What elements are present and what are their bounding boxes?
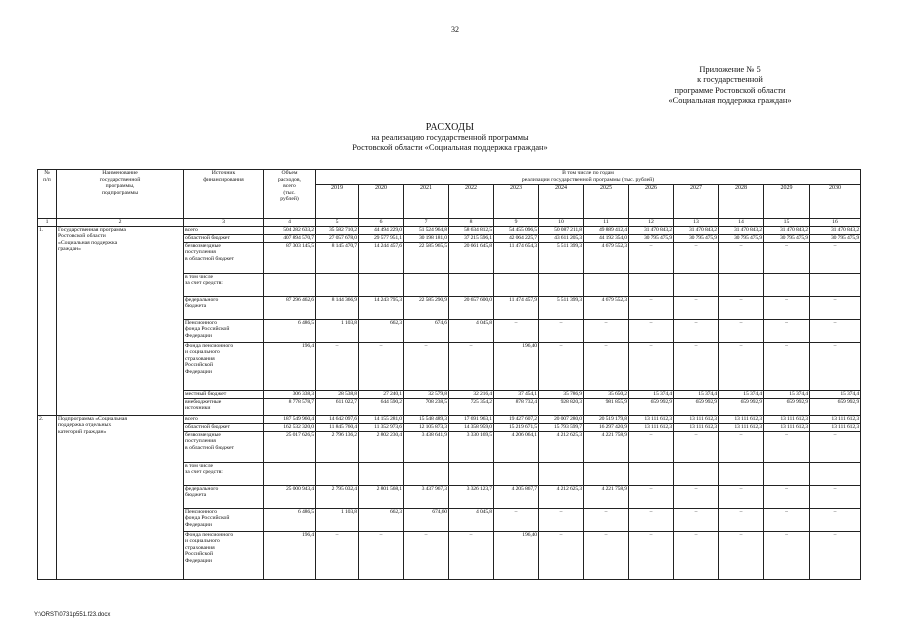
year-value-cell: 15 219 671,5 <box>494 423 539 431</box>
year-value-cell: – <box>810 296 861 319</box>
year-value-cell <box>764 462 810 485</box>
total-value-cell: 196,4 <box>264 342 316 390</box>
year-value-cell: 659 992,9 <box>629 398 674 415</box>
year-value-cell: 58 634 812,5 <box>449 226 494 234</box>
header-year-2026: 2026 <box>629 185 674 219</box>
year-value-cell: 31 470 843,2 <box>810 226 861 234</box>
year-value-cell: – <box>494 319 539 342</box>
year-value-cell: – <box>584 319 629 342</box>
year-value-cell: 4 206 064,1 <box>494 431 539 462</box>
year-value-cell: – <box>584 342 629 390</box>
year-value-cell: 31 470 843,2 <box>719 226 764 234</box>
column-number: 13 <box>674 219 719 227</box>
year-value-cell: 3 437 967,3 <box>404 485 449 508</box>
total-value-cell: 6 486,5 <box>264 319 316 342</box>
year-value-cell: 14 155 281,0 <box>359 415 404 423</box>
year-value-cell: – <box>719 342 764 390</box>
year-value-cell: 3 326 123,7 <box>449 485 494 508</box>
year-value-cell: – <box>719 242 764 273</box>
year-value-cell: 4 045,8 <box>449 508 494 531</box>
header-year-2021: 2021 <box>404 185 449 219</box>
program-name: Государственная программа Ростовской области «Социальная поддержка граждан» <box>57 226 184 415</box>
year-value-cell: 928 820,3 <box>539 398 584 415</box>
page-number: 32 <box>451 25 459 34</box>
year-value-cell: – <box>719 431 764 462</box>
year-value-cell: 42 064 225,7 <box>494 234 539 242</box>
year-value-cell: 13 111 612,3 <box>764 415 810 423</box>
header-year-2028: 2028 <box>719 185 764 219</box>
header-total: Объем расходов, всего (тыс. рублей) <box>264 170 316 219</box>
year-value-cell: – <box>674 296 719 319</box>
year-value-cell: 28 538,8 <box>316 390 359 398</box>
year-value-cell: – <box>719 485 764 508</box>
header-year-2024: 2024 <box>539 185 584 219</box>
column-number: 2 <box>57 219 184 227</box>
funding-source: в том числе за счет средств: <box>184 273 264 296</box>
year-value-cell: 659 992,9 <box>810 398 861 415</box>
year-value-cell: – <box>449 342 494 390</box>
funding-source: областной бюджет <box>184 234 264 242</box>
year-value-cell: 4 679 552,3 <box>584 242 629 273</box>
year-value-cell: 19 427 607,2 <box>494 415 539 423</box>
total-value-cell: 196,4 <box>264 531 316 579</box>
year-value-cell: 44 192 354,0 <box>584 234 629 242</box>
year-value-cell: 1 103,8 <box>316 319 359 342</box>
total-value-cell <box>264 273 316 296</box>
year-value-cell: – <box>404 531 449 579</box>
year-value-cell: – <box>719 508 764 531</box>
year-value-cell: 4 045,8 <box>449 319 494 342</box>
year-value-cell: 2 802 230,4 <box>359 431 404 462</box>
year-value-cell: – <box>674 242 719 273</box>
expenditure-table <box>37 169 861 580</box>
subprogram-number: 2. <box>38 415 57 579</box>
year-value-cell: 15 793 599,7 <box>539 423 584 431</box>
year-value-cell: 659 992,9 <box>719 398 764 415</box>
year-value-cell: 14 244 457,6 <box>359 242 404 273</box>
year-value-cell: 11 474 457,9 <box>494 296 539 319</box>
year-value-cell: 1 103,8 <box>316 508 359 531</box>
funding-source: федерального бюджета <box>184 296 264 319</box>
year-value-cell: 35 582 710,2 <box>316 226 359 234</box>
column-number: 1 <box>38 219 57 227</box>
year-value-cell: 8 144 366,9 <box>316 296 359 319</box>
year-value-cell: – <box>539 531 584 579</box>
year-value-cell: 4 221 758,9 <box>584 431 629 462</box>
year-value-cell: 5 511 399,3 <box>539 296 584 319</box>
year-value-cell: 27 057 678,0 <box>316 234 359 242</box>
year-value-cell <box>359 273 404 296</box>
year-value-cell: 2 795 032,4 <box>316 485 359 508</box>
header-year-2025: 2025 <box>584 185 629 219</box>
total-value-cell: 87 303 145,5 <box>264 242 316 273</box>
funding-source: безвозмездные поступления в областной бюджет <box>184 431 264 462</box>
funding-source: всего <box>184 415 264 423</box>
header-number: № п/п <box>38 170 57 219</box>
year-value-cell: 13 111 612,3 <box>764 423 810 431</box>
year-value-cell <box>810 273 861 296</box>
year-value-cell <box>404 462 449 485</box>
total-value-cell: 25 017 626,5 <box>264 431 316 462</box>
year-value-cell: – <box>719 319 764 342</box>
funding-source: Фонда пенсионного и социального страхования Российской Федерации <box>184 531 264 579</box>
year-value-cell: 4 221 758,9 <box>584 485 629 508</box>
year-value-cell: 31 470 843,2 <box>629 226 674 234</box>
header-year-2020: 2020 <box>359 185 404 219</box>
year-value-cell <box>316 273 359 296</box>
year-value-cell: – <box>359 342 404 390</box>
year-value-cell: 20 519 179,8 <box>584 415 629 423</box>
file-path-footer: Y:\ORST\0731p551.f23.docx <box>34 612 111 618</box>
year-value-cell: – <box>629 296 674 319</box>
year-value-cell: 13 111 612,3 <box>674 423 719 431</box>
year-value-cell: – <box>764 508 810 531</box>
year-value-cell: 13 111 612,3 <box>719 415 764 423</box>
year-value-cell: 20 661 645,8 <box>449 242 494 273</box>
year-value-cell: 32 579,8 <box>404 390 449 398</box>
column-number: 9 <box>494 219 539 227</box>
year-value-cell: 196,40 <box>494 531 539 579</box>
total-value-cell: 162 532 320,0 <box>264 423 316 431</box>
year-value-cell: – <box>810 242 861 273</box>
column-number: 16 <box>810 219 861 227</box>
year-value-cell: 14 642 097,6 <box>316 415 359 423</box>
year-value-cell: 51 524 964,8 <box>404 226 449 234</box>
year-value-cell: 49 889 412,4 <box>584 226 629 234</box>
year-value-cell <box>449 462 494 485</box>
total-value-cell: 504 282 633,2 <box>264 226 316 234</box>
subprogram-name: Подпрограмма «Социальная поддержка отдельных категорий граждан» <box>57 415 184 579</box>
column-number: 8 <box>449 219 494 227</box>
year-value-cell: – <box>764 296 810 319</box>
column-number: 6 <box>359 219 404 227</box>
year-value-cell: – <box>764 431 810 462</box>
year-value-cell: 4 212 625,3 <box>539 485 584 508</box>
year-value-cell: 30 795 475,9 <box>629 234 674 242</box>
year-value-cell: 35 786,9 <box>539 390 584 398</box>
year-value-cell: – <box>494 508 539 531</box>
funding-source: в том числе за счет средств: <box>184 462 264 485</box>
total-value-cell: 6 486,5 <box>264 508 316 531</box>
year-value-cell: 662,3 <box>359 508 404 531</box>
funding-source: местный бюджет <box>184 390 264 398</box>
year-value-cell: 4 205 867,7 <box>494 485 539 508</box>
year-value-cell: – <box>719 531 764 579</box>
total-value-cell: 8 778 578,7 <box>264 398 316 415</box>
year-value-cell: – <box>810 508 861 531</box>
year-value-cell <box>404 273 449 296</box>
year-value-cell: 11 474 654,3 <box>494 242 539 273</box>
year-value-cell <box>629 273 674 296</box>
table-row <box>38 226 861 234</box>
year-value-cell: – <box>359 531 404 579</box>
column-number: 10 <box>539 219 584 227</box>
year-value-cell: 13 111 612,3 <box>629 415 674 423</box>
year-value-cell: 30 795 475,9 <box>810 234 861 242</box>
year-value-cell: 32 216,4 <box>449 390 494 398</box>
year-value-cell <box>359 462 404 485</box>
total-value-cell <box>264 462 316 485</box>
year-value-cell: 43 611 205,3 <box>539 234 584 242</box>
column-number: 12 <box>629 219 674 227</box>
column-number: 5 <box>316 219 359 227</box>
year-value-cell: – <box>810 342 861 390</box>
year-value-cell: – <box>629 531 674 579</box>
year-value-cell: – <box>674 431 719 462</box>
year-value-cell <box>584 462 629 485</box>
year-value-cell: – <box>629 242 674 273</box>
year-value-cell: 29 577 951,1 <box>359 234 404 242</box>
header-year-2029: 2029 <box>764 185 810 219</box>
year-value-cell: 674,60 <box>404 508 449 531</box>
year-value-cell: – <box>539 342 584 390</box>
year-value-cell <box>449 273 494 296</box>
header-year-2030: 2030 <box>810 185 861 219</box>
year-value-cell <box>316 462 359 485</box>
year-value-cell: 13 111 612,3 <box>810 423 861 431</box>
year-value-cell <box>629 462 674 485</box>
year-value-cell: – <box>629 342 674 390</box>
year-value-cell: 14 358 959,0 <box>449 423 494 431</box>
header-year-2027: 2027 <box>674 185 719 219</box>
year-value-cell: 11 352 973,6 <box>359 423 404 431</box>
header-name: Наименование государственной программы, подпрограммы <box>57 170 184 219</box>
year-value-cell: – <box>810 531 861 579</box>
table-row <box>38 415 861 423</box>
year-value-cell: – <box>810 431 861 462</box>
funding-source: внебюджетные источники <box>184 398 264 415</box>
header-years-group: В том числе по годам реализации государственной программы (тыс. рублей) <box>316 170 861 185</box>
year-value-cell: 13 111 612,3 <box>810 415 861 423</box>
header-year-2023: 2023 <box>494 185 539 219</box>
year-value-cell: 20 657 600,0 <box>449 296 494 319</box>
year-value-cell: – <box>764 485 810 508</box>
header-year-2019: 2019 <box>316 185 359 219</box>
year-value-cell <box>539 273 584 296</box>
year-value-cell: 31 470 843,2 <box>674 226 719 234</box>
year-value-cell <box>539 462 584 485</box>
year-value-cell: 31 470 843,2 <box>764 226 810 234</box>
year-value-cell: 20 007 280,0 <box>539 415 584 423</box>
year-value-cell: – <box>316 531 359 579</box>
appendix-line-4: «Социальная поддержка граждан» <box>668 96 792 106</box>
year-value-cell: 37 454,1 <box>494 390 539 398</box>
column-number: 7 <box>404 219 449 227</box>
year-value-cell: – <box>810 319 861 342</box>
year-value-cell: – <box>584 531 629 579</box>
year-value-cell: 30 795 475,9 <box>719 234 764 242</box>
year-value-cell: 674,6 <box>404 319 449 342</box>
year-value-cell: – <box>764 242 810 273</box>
funding-source: федерального бюджета <box>184 485 264 508</box>
funding-source: областной бюджет <box>184 423 264 431</box>
total-value-cell: 407 894 570,7 <box>264 234 316 242</box>
total-value-cell: 306 338,3 <box>264 390 316 398</box>
title-line-3: Ростовской области «Социальная поддержка граждан» <box>352 143 548 152</box>
year-value-cell <box>719 462 764 485</box>
year-value-cell: – <box>629 508 674 531</box>
title-line-1: РАСХОДЫ <box>425 122 475 133</box>
year-value-cell: 16 297 420,9 <box>584 423 629 431</box>
year-value-cell: – <box>449 531 494 579</box>
year-value-cell: – <box>674 319 719 342</box>
year-value-cell: 644 590,2 <box>359 398 404 415</box>
year-value-cell: – <box>674 342 719 390</box>
column-number: 4 <box>264 219 316 227</box>
year-value-cell <box>494 273 539 296</box>
year-value-cell: 35 650,2 <box>584 390 629 398</box>
year-value-cell: 54 455 096,5 <box>494 226 539 234</box>
year-value-cell: 662,3 <box>359 319 404 342</box>
column-number: 3 <box>184 219 264 227</box>
year-value-cell: 15 374,4 <box>810 390 861 398</box>
year-value-cell: 22 585 965,5 <box>404 242 449 273</box>
total-value-cell: 87 296 462,6 <box>264 296 316 319</box>
title-line-2: на реализацию государственной программы <box>371 133 529 142</box>
year-value-cell: 50 087 211,8 <box>539 226 584 234</box>
year-value-cell: – <box>629 319 674 342</box>
year-value-cell: – <box>539 319 584 342</box>
appendix-line-2: к государственной <box>697 75 763 85</box>
year-value-cell: 30 795 475,9 <box>764 234 810 242</box>
year-value-cell: – <box>584 508 629 531</box>
column-number: 14 <box>719 219 764 227</box>
year-value-cell: – <box>539 508 584 531</box>
year-value-cell: – <box>629 431 674 462</box>
year-value-cell: 15 374,4 <box>629 390 674 398</box>
year-value-cell: 14 243 795,3 <box>359 296 404 319</box>
year-value-cell: 15 548 489,3 <box>404 415 449 423</box>
funding-source: всего <box>184 226 264 234</box>
year-value-cell: 30 198 181,0 <box>404 234 449 242</box>
year-value-cell: 4 679 552,3 <box>584 296 629 319</box>
year-value-cell <box>719 273 764 296</box>
appendix-line-1: Приложение № 5 <box>699 65 761 74</box>
year-value-cell: 11 845 760,4 <box>316 423 359 431</box>
year-value-cell <box>810 462 861 485</box>
year-value-cell: 981 855,9 <box>584 398 629 415</box>
year-value-cell: 12 105 873,3 <box>404 423 449 431</box>
year-value-cell: – <box>674 485 719 508</box>
year-value-cell: 37 215 596,1 <box>449 234 494 242</box>
year-value-cell: – <box>764 531 810 579</box>
year-value-cell <box>674 273 719 296</box>
year-value-cell: 44 494 229,0 <box>359 226 404 234</box>
year-value-cell: 2 796 136,2 <box>316 431 359 462</box>
year-value-cell: 17 691 963,1 <box>449 415 494 423</box>
year-value-cell: 2 801 568,1 <box>359 485 404 508</box>
appendix-line-3: программе Ростовской области <box>674 85 786 95</box>
year-value-cell: 13 111 612,3 <box>719 423 764 431</box>
year-value-cell: 8 145 470,7 <box>316 242 359 273</box>
year-value-cell: 13 111 612,3 <box>674 415 719 423</box>
year-value-cell <box>764 273 810 296</box>
year-value-cell: – <box>629 485 674 508</box>
appendix-header <box>640 65 820 107</box>
year-value-cell: 708 238,5 <box>404 398 449 415</box>
year-value-cell: 27 240,1 <box>359 390 404 398</box>
year-value-cell: 4 212 625,3 <box>539 431 584 462</box>
program-number: 1. <box>38 226 57 415</box>
year-value-cell <box>674 462 719 485</box>
header-year-2022: 2022 <box>449 185 494 219</box>
year-value-cell: 22 585 290,9 <box>404 296 449 319</box>
year-value-cell: – <box>674 508 719 531</box>
year-value-cell <box>494 462 539 485</box>
year-value-cell: – <box>810 485 861 508</box>
column-number: 15 <box>764 219 810 227</box>
year-value-cell: 659 992,9 <box>674 398 719 415</box>
funding-source: безвозмездные поступления в областной бюджет <box>184 242 264 273</box>
total-value-cell: 187 549 960,4 <box>264 415 316 423</box>
year-value-cell: 659 992,9 <box>764 398 810 415</box>
year-value-cell <box>584 273 629 296</box>
year-value-cell: 611 022,7 <box>316 398 359 415</box>
document-title <box>250 123 650 153</box>
year-value-cell: – <box>719 296 764 319</box>
year-value-cell: – <box>404 342 449 390</box>
year-value-cell: 196,40 <box>494 342 539 390</box>
total-value-cell: 25 000 943,4 <box>264 485 316 508</box>
funding-source: Пенсионного фонда Российской Федерации <box>184 508 264 531</box>
year-value-cell: 725 354,2 <box>449 398 494 415</box>
year-value-cell: 878 732,4 <box>494 398 539 415</box>
header-source: Источник финансирования <box>184 170 264 219</box>
column-number: 11 <box>584 219 629 227</box>
year-value-cell: 3 438 641,9 <box>404 431 449 462</box>
year-value-cell: 15 374,4 <box>719 390 764 398</box>
year-value-cell: – <box>674 531 719 579</box>
funding-source: Фонда пенсионного и социального страхования Российской Федерации <box>184 342 264 390</box>
funding-source: Пенсионного фонда Российской Федерации <box>184 319 264 342</box>
year-value-cell: 13 111 612,3 <box>629 423 674 431</box>
year-value-cell: 5 511 399,3 <box>539 242 584 273</box>
year-value-cell: 30 795 475,9 <box>674 234 719 242</box>
year-value-cell: – <box>764 319 810 342</box>
year-value-cell: – <box>764 342 810 390</box>
year-value-cell: 15 374,4 <box>764 390 810 398</box>
year-value-cell: 15 374,4 <box>674 390 719 398</box>
year-value-cell: 3 330 169,5 <box>449 431 494 462</box>
year-value-cell: – <box>316 342 359 390</box>
